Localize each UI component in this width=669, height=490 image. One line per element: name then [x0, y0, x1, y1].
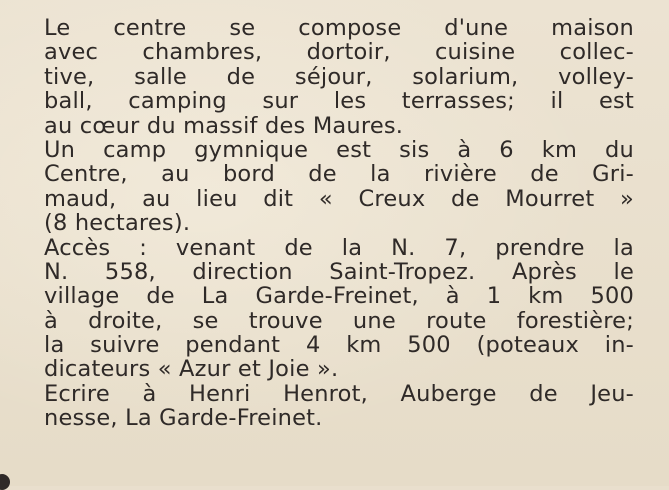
- text-line: la suivre pendant 4 km 500 (poteaux in-: [44, 332, 634, 359]
- text-line: (8 hectares).: [44, 210, 191, 237]
- text-line: Ecrire à Henri Henrot, Auberge de Jeu-: [44, 380, 634, 407]
- text-line: Centre, au bord de la rivière de Gri-: [44, 161, 634, 188]
- bullet-icon: [0, 474, 10, 490]
- text-line: au cœur du massif des Maures.: [44, 112, 404, 139]
- text-line: ball, camping sur les terrasses; il est: [44, 88, 634, 115]
- paragraph-center-description: [44, 16, 634, 138]
- text-line: Accès : venant de la N. 7, prendre la: [44, 234, 634, 261]
- text-line: à droite, se trouve une route forestière;: [44, 307, 634, 334]
- text-line: Un camp gymnique est sis à 6 km du: [44, 136, 634, 163]
- paragraph-contact: [44, 382, 634, 431]
- paragraph-access: [44, 236, 634, 382]
- text-line: dicateurs « Azur et Joie ».: [44, 356, 339, 383]
- paragraph-camp: [44, 138, 634, 236]
- text-line: Le centre se compose d'une maison: [44, 15, 634, 41]
- text-line: maud, au lieu dit « Creux de Mourret »: [44, 185, 634, 212]
- text-line: N. 558, direction Saint-Tropez. Après le: [44, 258, 634, 285]
- text-line: village de La Garde-Freinet, à 1 km 500: [44, 283, 634, 310]
- article-text: [44, 16, 634, 431]
- text-line: avec chambres, dortoir, cuisine collec-: [44, 39, 634, 66]
- text-line: nesse, La Garde-Freinet.: [44, 405, 323, 432]
- text-line: tive, salle de séjour, solarium, volley-: [44, 63, 634, 90]
